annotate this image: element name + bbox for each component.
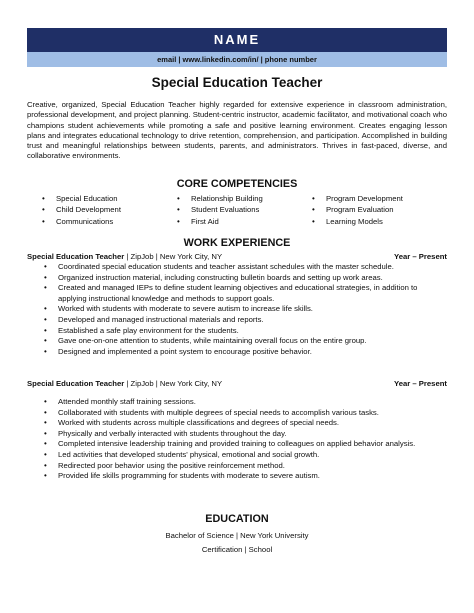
bullet-icon: •: [44, 407, 47, 417]
duty-item: • Worked with students across multiple classifications and degrees of special needs.: [44, 418, 340, 428]
duty-item: • Collaborated with students with multiple degrees of special needs to accomplish various tasks.: [44, 407, 379, 417]
duty-item: • Gave one-on-one attention to students, while maintaining overall focus on the entire group.: [44, 336, 367, 346]
competency-item: • Special Education: [42, 194, 118, 203]
job-title-line: [27, 378, 222, 389]
contact-info: email | www.linkedin.com/in/ | phone number: [157, 55, 317, 64]
bullet-icon: •: [177, 205, 180, 215]
competency-item: • Relationship Building: [177, 194, 263, 203]
bullet-icon: •: [44, 262, 47, 271]
education-heading: EDUCATION: [205, 513, 269, 525]
duty-item: • Developed and managed instructional materials and reports.: [44, 314, 264, 324]
job-employer-location: | ZipJob | New York City, NY: [124, 379, 223, 388]
bullet-icon: •: [42, 194, 45, 203]
bullet-icon: •: [44, 418, 47, 428]
duty-item: • Worked with students with moderate to severe autism to increase life skills.: [44, 304, 313, 314]
competency-item: • Student Evaluations: [177, 205, 260, 215]
job-duties-1: [44, 262, 447, 357]
bullet-icon: •: [44, 346, 47, 356]
bullet-icon: •: [177, 216, 180, 226]
resume-title: Special Education Teacher: [151, 75, 323, 90]
experience-heading: WORK EXPERIENCE: [183, 237, 291, 249]
job-header-1: [27, 251, 447, 262]
bullet-icon: •: [312, 216, 315, 226]
bullet-icon: •: [312, 194, 315, 203]
education-certification: Certification | School: [201, 545, 273, 554]
bullet-icon: •: [44, 471, 47, 481]
job-title: Special Education Teacher: [27, 379, 125, 388]
bullet-icon: •: [44, 460, 47, 470]
bullet-icon: •: [44, 439, 47, 449]
bullet-icon: •: [44, 428, 47, 438]
duty-item: • Completed intensive leadership training and provided training to colleagues on applied behavior analysis.: [44, 439, 416, 449]
duty-item: • Redirected poor behavior using the positive reinforcement method.: [44, 460, 285, 470]
competencies-heading: CORE COMPETENCIES: [176, 178, 298, 190]
bullet-icon: •: [42, 216, 45, 226]
contact-banner: [27, 52, 447, 67]
duty-item: • Created and managed IEPs to define student learning objectives and educational strategies, in addition to applying instructional knowledge and methods to support goals.: [44, 283, 418, 303]
candidate-name: NAME: [213, 32, 261, 47]
duty-item: • Attended monthly staff training sessions.: [44, 397, 196, 406]
name-banner: [27, 28, 447, 52]
competency-item: • Learning Models: [312, 216, 383, 226]
bullet-icon: •: [44, 449, 47, 459]
job-duties-2: [44, 397, 447, 482]
bullet-icon: •: [44, 397, 47, 406]
competency-item: • Program Evaluation: [312, 205, 394, 215]
duty-item: • Provided life skills programming for students with moderate to severe autism.: [44, 471, 320, 481]
competency-item: • Program Development: [312, 194, 403, 203]
bullet-icon: •: [44, 336, 47, 346]
bullet-icon: •: [177, 194, 180, 203]
job-header-2: [27, 378, 447, 389]
competency-item: • First Aid: [177, 216, 219, 226]
bullet-icon: •: [44, 283, 47, 293]
bullet-icon: •: [44, 272, 47, 282]
duty-item: • Established a safe play environment for the students.: [44, 325, 239, 335]
job-dates: Year – Present: [394, 379, 447, 388]
competency-column-1: [42, 193, 177, 227]
duty-item: • Designed and implemented a point system to encourage positive behavior.: [44, 346, 312, 356]
duty-item: • Organized instruction material, including constructing bulletin boards and setting up work areas.: [44, 272, 383, 282]
competency-column-3: [312, 193, 447, 227]
job-title-line: [27, 251, 222, 262]
education-degree: Bachelor of Science | New York University: [165, 531, 309, 540]
duty-item: • Physically and verbally interacted with students throughout the day.: [44, 428, 287, 438]
competency-item: • Child Development: [42, 205, 121, 215]
competency-item: • Communications: [42, 216, 114, 226]
duty-item: • Coordinated special education students and teacher assistant schedules with the master schedule.: [44, 262, 394, 271]
bullet-icon: •: [44, 314, 47, 324]
bullet-icon: •: [44, 304, 47, 314]
competency-column-2: [177, 193, 312, 227]
bullet-icon: •: [312, 205, 315, 215]
professional-summary: Creative, organized, Special Education Teacher highly regarded for extensive experience in classroom administration, professional development, and project planning. Student-centric instructor, academic facilitator, and motivational coach who champions student achievements while promoting a safe and positive learning environment. Creates engaging lesson plans and integrates educational technology to drive retention, comprehension, and participation. Accomplished in building trust and meaningful relationships between students, parents, and administrators. Thrives in fast-paced, diverse, and collaborative environments.: [27, 100, 447, 161]
job-employer-location: | ZipJob | New York City, NY: [124, 252, 223, 261]
bullet-icon: •: [44, 325, 47, 335]
duty-item: • Led activities that developed students' physical, emotional and social growth.: [44, 449, 320, 459]
job-title: Special Education Teacher: [27, 252, 125, 261]
competencies-grid: [42, 193, 447, 227]
job-dates: Year – Present: [394, 252, 447, 261]
bullet-icon: •: [42, 205, 45, 215]
